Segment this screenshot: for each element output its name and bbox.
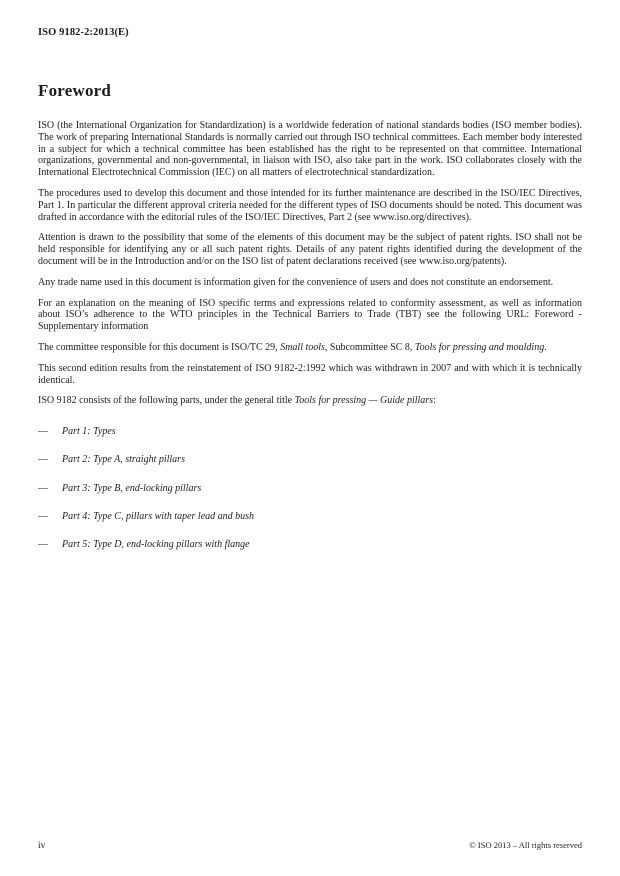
list-item-text: Part 1: Types — [62, 426, 116, 438]
page-number: iv — [38, 841, 46, 851]
list-item — [38, 454, 582, 466]
list-dash-marker: — — [38, 426, 48, 438]
list-item-text: Part 3: Type B, end-locking pillars — [62, 482, 202, 494]
list-dash-marker: — — [38, 511, 48, 523]
foreword-paragraph: ISO (the International Organization for Standardization) is a worldwide federation of national standards bodies (ISO member bodies). The work of preparing International Standards is normally carried out through ISO technical committees. Each member body interested in a subject for which a technical committee has been established has the right to be represented on that committee. International organizations, governmental and non-governmental, in liaison with ISO, also take part in the work. ISO collaborates closely with the International Electrotechnical Commission (IEC) on all matters of electrotechnical standardization. — [38, 120, 582, 179]
parts-list — [38, 426, 582, 551]
foreword-paragraph: Attention is drawn to the possibility that some of the elements of this document may be the subject of patent rights. ISO shall not be held responsible for identifying any or all such patent rights. Details of any patent rights identified during the development of the document will be in the Introduction and/or on the ISO list of patent declarations received (see www.iso.org/patents). — [38, 232, 582, 267]
page-title: Foreword — [38, 81, 112, 100]
list-dash-marker: — — [38, 482, 48, 494]
list-item — [38, 426, 582, 438]
foreword-paragraph: The committee responsible for this document is ISO/TC 29, Small tools, Subcommittee SC 8, Tools for pressing and moulding. — [38, 341, 547, 353]
list-item-text: Part 4: Type C, pillars with taper lead and bush — [62, 511, 255, 523]
list-dash-marker: — — [38, 454, 48, 466]
foreword-paragraph: For an explanation on the meaning of ISO specific terms and expressions related to conformity assessment, as well as information about ISO’s adherence to the WTO principles in the Technical Barriers to Trade (TBT) see the following URL: Foreword - Supplementary information — [38, 297, 582, 333]
document-reference: ISO 9182-2:2013(E) — [38, 27, 129, 38]
list-item-text: Part 5: Type D, end-locking pillars with flange — [62, 539, 250, 551]
foreword-paragraph: This second edition results from the reinstatement of ISO 9182-2:1992 which was withdrawn in 2007 and with which it is technically identical. — [38, 362, 582, 386]
copyright-notice: © ISO 2013 – All rights reserved — [469, 840, 582, 850]
foreword-paragraph: The procedures used to develop this document and those intended for its further maintenance are described in the ISO/IEC Directives, Part 1. In particular the different approval criteria needed for the different types of ISO documents should be noted. This document was drafted in accordance with the editorial rules of the ISO/IEC Directives, Part 2 (see www.iso.org/directives). — [38, 187, 582, 223]
list-dash-marker: — — [38, 539, 48, 551]
list-item — [38, 539, 582, 551]
foreword-paragraph: ISO 9182 consists of the following parts, under the general title Tools for pressing — Guide pillars: — [38, 395, 436, 407]
foreword-body — [38, 120, 582, 407]
list-item-text: Part 2: Type A, straight pillars — [62, 454, 185, 466]
page-footer — [38, 840, 582, 851]
list-item — [38, 483, 582, 495]
foreword-paragraph: Any trade name used in this document is information given for the convenience of users and does not constitute an endorsement. — [38, 276, 554, 288]
list-item — [38, 511, 582, 523]
